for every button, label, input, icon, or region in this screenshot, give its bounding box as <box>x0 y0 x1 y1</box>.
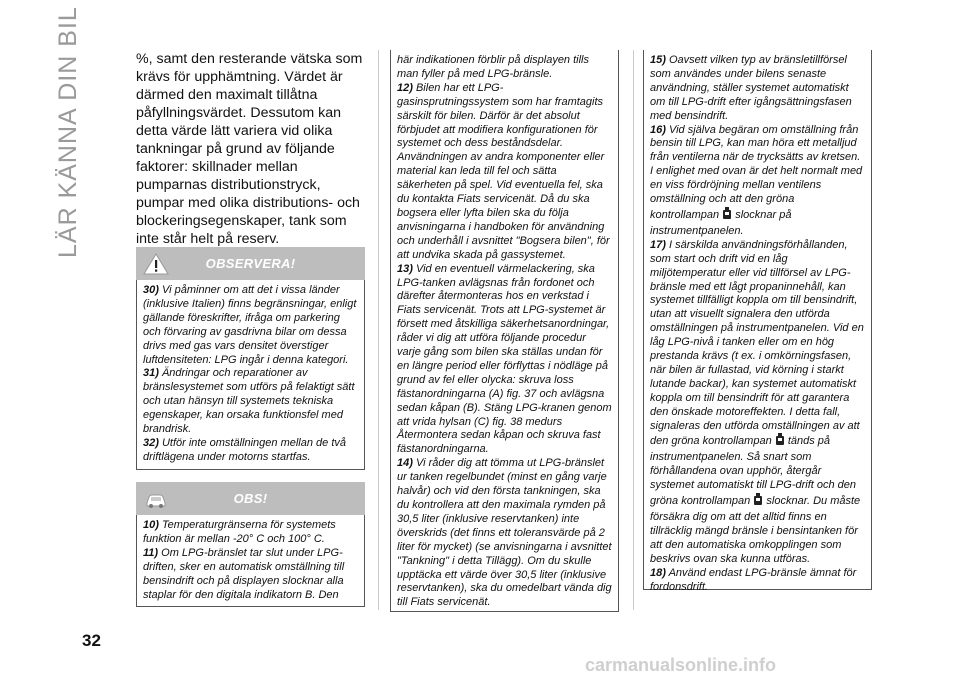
footer-watermark: carmanualsonline.info <box>585 655 777 675</box>
note-text: Bilen har ett LPG-gasinsprutningssystem som har framtagits särskilt för bilen. Därför är det absolut förbjudet att modifiera konfigurationen för systemet och dess beståndsdelar. Användningen av andra komponenter eller material kan leda till fel och sätta säkerheten på spel. Vid eventuella fel, ska du kontakta Fiats servicenät. Då du ska bogsera eller lyfta bilen ska du följa anvisningarna i handboken för användning och underhåll i avsnittet "Bogsera bilen", för att undvika skada på gassystemet. <box>397 81 610 261</box>
note-text: slocknar på instrumentpanelen. <box>650 208 792 237</box>
note-text: Vid själva begäran om omställning från bensin till LPG, kan man höra ett metalljud från ventilerna när de trycksätts av kretsen. I enlighet med ovan är det helt normalt med en viss fördröjning mellan ventilens omställning och att den gröna kontrollampan <box>650 123 863 221</box>
note-number: 11) <box>143 546 159 559</box>
note-11-continued: här indikationen förblir på displayen tills man fyller på med LPG-bränsle. <box>397 54 589 80</box>
column-divider <box>378 50 379 610</box>
observera-header <box>136 247 365 280</box>
note-11 <box>143 547 358 603</box>
note-18 <box>650 567 865 595</box>
note-15 <box>650 54 865 124</box>
note-number: 32) <box>143 436 159 449</box>
note-10 <box>143 519 358 547</box>
note-text: I särskilda användningsförhållanden, som start och drift vid en låg miljötemperatur eller vid tillförsel av LPG-bränsle med ett lågt propaninnehåll, kan systemet tillfälligt koppla om till bensindrift, utan att visuellt signalera den utförda omställningen på instrumentpanelen. Vid en låg LPG-nivå i tanken eller om en hög prestanda krävs (t ex. i omkörningsfasen, när bilen är fullastad, vid körning i starkt lutande backar), kan systemet automatiskt koppla om till bensindrift för att garantera den önskade motoreffekten. I detta fall, signaleras den utförda omställningen av att den gröna kontrollampan <box>650 238 864 448</box>
obs-callout <box>136 482 365 607</box>
note-12 <box>397 82 612 263</box>
obs-body <box>136 515 365 607</box>
obs-title: OBS! <box>233 491 268 506</box>
note-number: 15) <box>650 54 666 66</box>
lpg-warning-lamp-icon <box>753 493 763 511</box>
note-text: slocknar. Du måste försäkra dig om att det alltid finns en tillräcklig mängd bränsle i bensintanken för att den automatiska omkopplingen som beskrivs ovan ska kunna utföras. <box>650 495 861 565</box>
note-number: 10) <box>143 519 159 531</box>
section-side-title: LÄR KÄNNA DIN BIL <box>54 6 82 258</box>
note-number: 18) <box>650 566 666 579</box>
observera-callout <box>136 247 365 470</box>
note-text: Utför inte omställningen mellan de två driftlägena under motorns startfas. <box>143 436 347 463</box>
note-text: tänds på instrumentpanelen. Så snart som förhållandena ovan upphör, återgår systemet automatiskt till LPG-drift och den gröna kontrollampan <box>650 435 857 508</box>
obs-continued-column-2 <box>643 50 872 593</box>
note-text: Om LPG-bränslet tar slut under LPG-driften, sker en automatisk omställning till bensindrift och på displayen slocknar alla staplar för den digitala indikatorn B. Den <box>143 546 345 601</box>
obs-header <box>136 482 365 515</box>
lpg-warning-lamp-icon <box>722 207 732 225</box>
note-text: Temperaturgränserna för systemets funktion är mellan -20° C och 100° C. <box>143 519 336 545</box>
note-text: Oavsett vilken typ av bränsletillförsel som användes under bilens senaste användning, ställer systemet automatiskt om till LPG-drift efter igångsättningsfasen med bensindrift. <box>650 54 852 122</box>
note-13 <box>397 263 612 458</box>
note-text: Vid en eventuell värmelackering, ska LPG-tanken avlägsnas från fordonet och därefter återmonteras hos en verkstad i Fiats servicenät. Trots att LPG-systemet är försett med åtskilliga säkerhetsanordningar, råder vi dig att utföra följande procedur varje gång som bilen ska ställas undan för en längre period eller förflyttas i nödläge på grund av fel eller olycka: skruva loss fästanordningarna (A) fig. 37 och avlägsna sedan kåpan (B). Stäng LPG-kranen genom att vrida hylsan (C) fig. 38 medurs Återmontera sedan kåpan och skruva fast fästanordningarna. <box>397 262 612 456</box>
page-number: 32 <box>82 631 101 650</box>
lpg-warning-lamp-icon <box>775 433 785 451</box>
column-divider <box>633 50 634 610</box>
note-text: Ändringar och reparationer av bränslesystemet som utförs på felaktigt sätt och utan hänsyn till systemets tekniska egenskaper, kan orsaka funktionsfel med brandrisk. <box>143 367 355 436</box>
note-number: 31) <box>143 367 159 380</box>
note-32 <box>143 437 358 465</box>
note-text: Vi påminner om att det i vissa länder (inklusive Italien) finns begränsningar, enligt gällande föreskrifter, ifråga om parkering och förvaring av gasdrivna bilar om dessa drivs med gas vars densitet överstiger luftdensiteten: LPG ingår i denna kategori. <box>143 284 357 366</box>
intro-paragraph <box>136 50 370 248</box>
note-17 <box>650 239 865 567</box>
note-14 <box>397 457 612 610</box>
note-text: Använd endast LPG-bränsle ämnat för fordonsdrift. <box>650 566 857 593</box>
note-text: Vi råder dig att tömma ut LPG-bränslet ur tanken regelbundet (minst en gång varje halvår) och vid den första tankningen, ska du kontrollera att den maximala rymden på 30,5 liter (inklusive reservtanken) inte överskrids (det finns ett toleransvärde på 2 liter för mycket) (se anvisningarna i avsnittet "Tankning" i detta Tillägg). Om du skulle upptäcka ett värde över 30,5 liter (inklusive reservtanken), ska du omedelbart vända dig till Fiats servicenät. <box>397 457 612 609</box>
note-number: 30) <box>143 284 159 296</box>
note-16 <box>650 124 865 239</box>
note-number: 12) <box>397 81 413 94</box>
note-31 <box>143 367 358 437</box>
observera-body <box>136 280 365 470</box>
note-number: 17) <box>650 238 666 251</box>
note-number: 13) <box>397 262 413 275</box>
obs-continued-column <box>390 50 619 612</box>
observera-title: OBSERVERA! <box>205 256 296 271</box>
note-30 <box>143 284 358 367</box>
note-number: 14) <box>397 457 413 470</box>
intro-text: %, samt den resterande vätska som krävs för upphämtning. Värdet är därmed den maximalt tillåtna påfyllningsvärdet. Dessutom kan detta värde lätt variera vid olika tankningar på grund av följande faktorer: skillnader mellan pumparnas distributionstryck, pumpar med olika distributions- och blockeringsegenskaper, tank som inte står helt på reserv. <box>136 51 363 247</box>
note-number: 16) <box>650 123 666 136</box>
